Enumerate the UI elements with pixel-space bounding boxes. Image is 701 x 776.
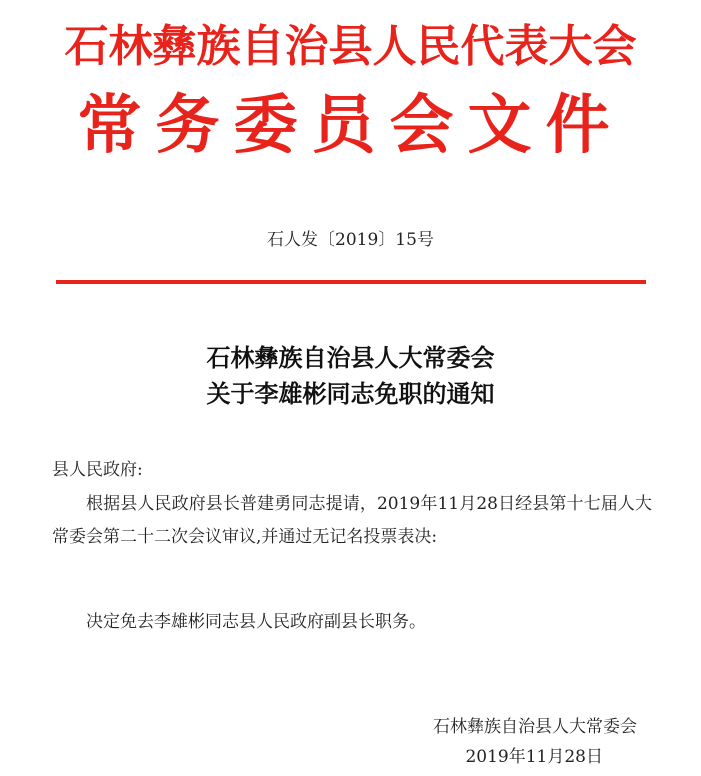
- red-divider-line: [56, 280, 646, 284]
- title-line-2: 关于李雄彬同志免职的通知: [206, 379, 495, 408]
- addressee: 县人民政府:: [52, 460, 143, 480]
- header-document-type: 常务委员会文件: [77, 89, 624, 163]
- body-paragraph-2: 决定免去李雄彬同志县人民政府副县长职务。: [86, 612, 426, 632]
- body-paragraph-1: 根据县人民政府县长普建勇同志提请，2019年11月28日经县第十七届人大常委会第二十二次会议审议,并通过无记名投票表决:: [52, 494, 652, 547]
- signature-date: 2019年11月28日: [465, 747, 603, 767]
- header-issuer-line: 石林彝族自治县人民代表大会: [64, 21, 637, 72]
- title-line-1: 石林彝族自治县人大常委会: [206, 343, 495, 372]
- document-number: 石人发〔2019〕15号: [267, 230, 434, 250]
- document-title: [0, 340, 701, 412]
- signature-issuer: 石林彝族自治县人大常委会: [433, 717, 637, 737]
